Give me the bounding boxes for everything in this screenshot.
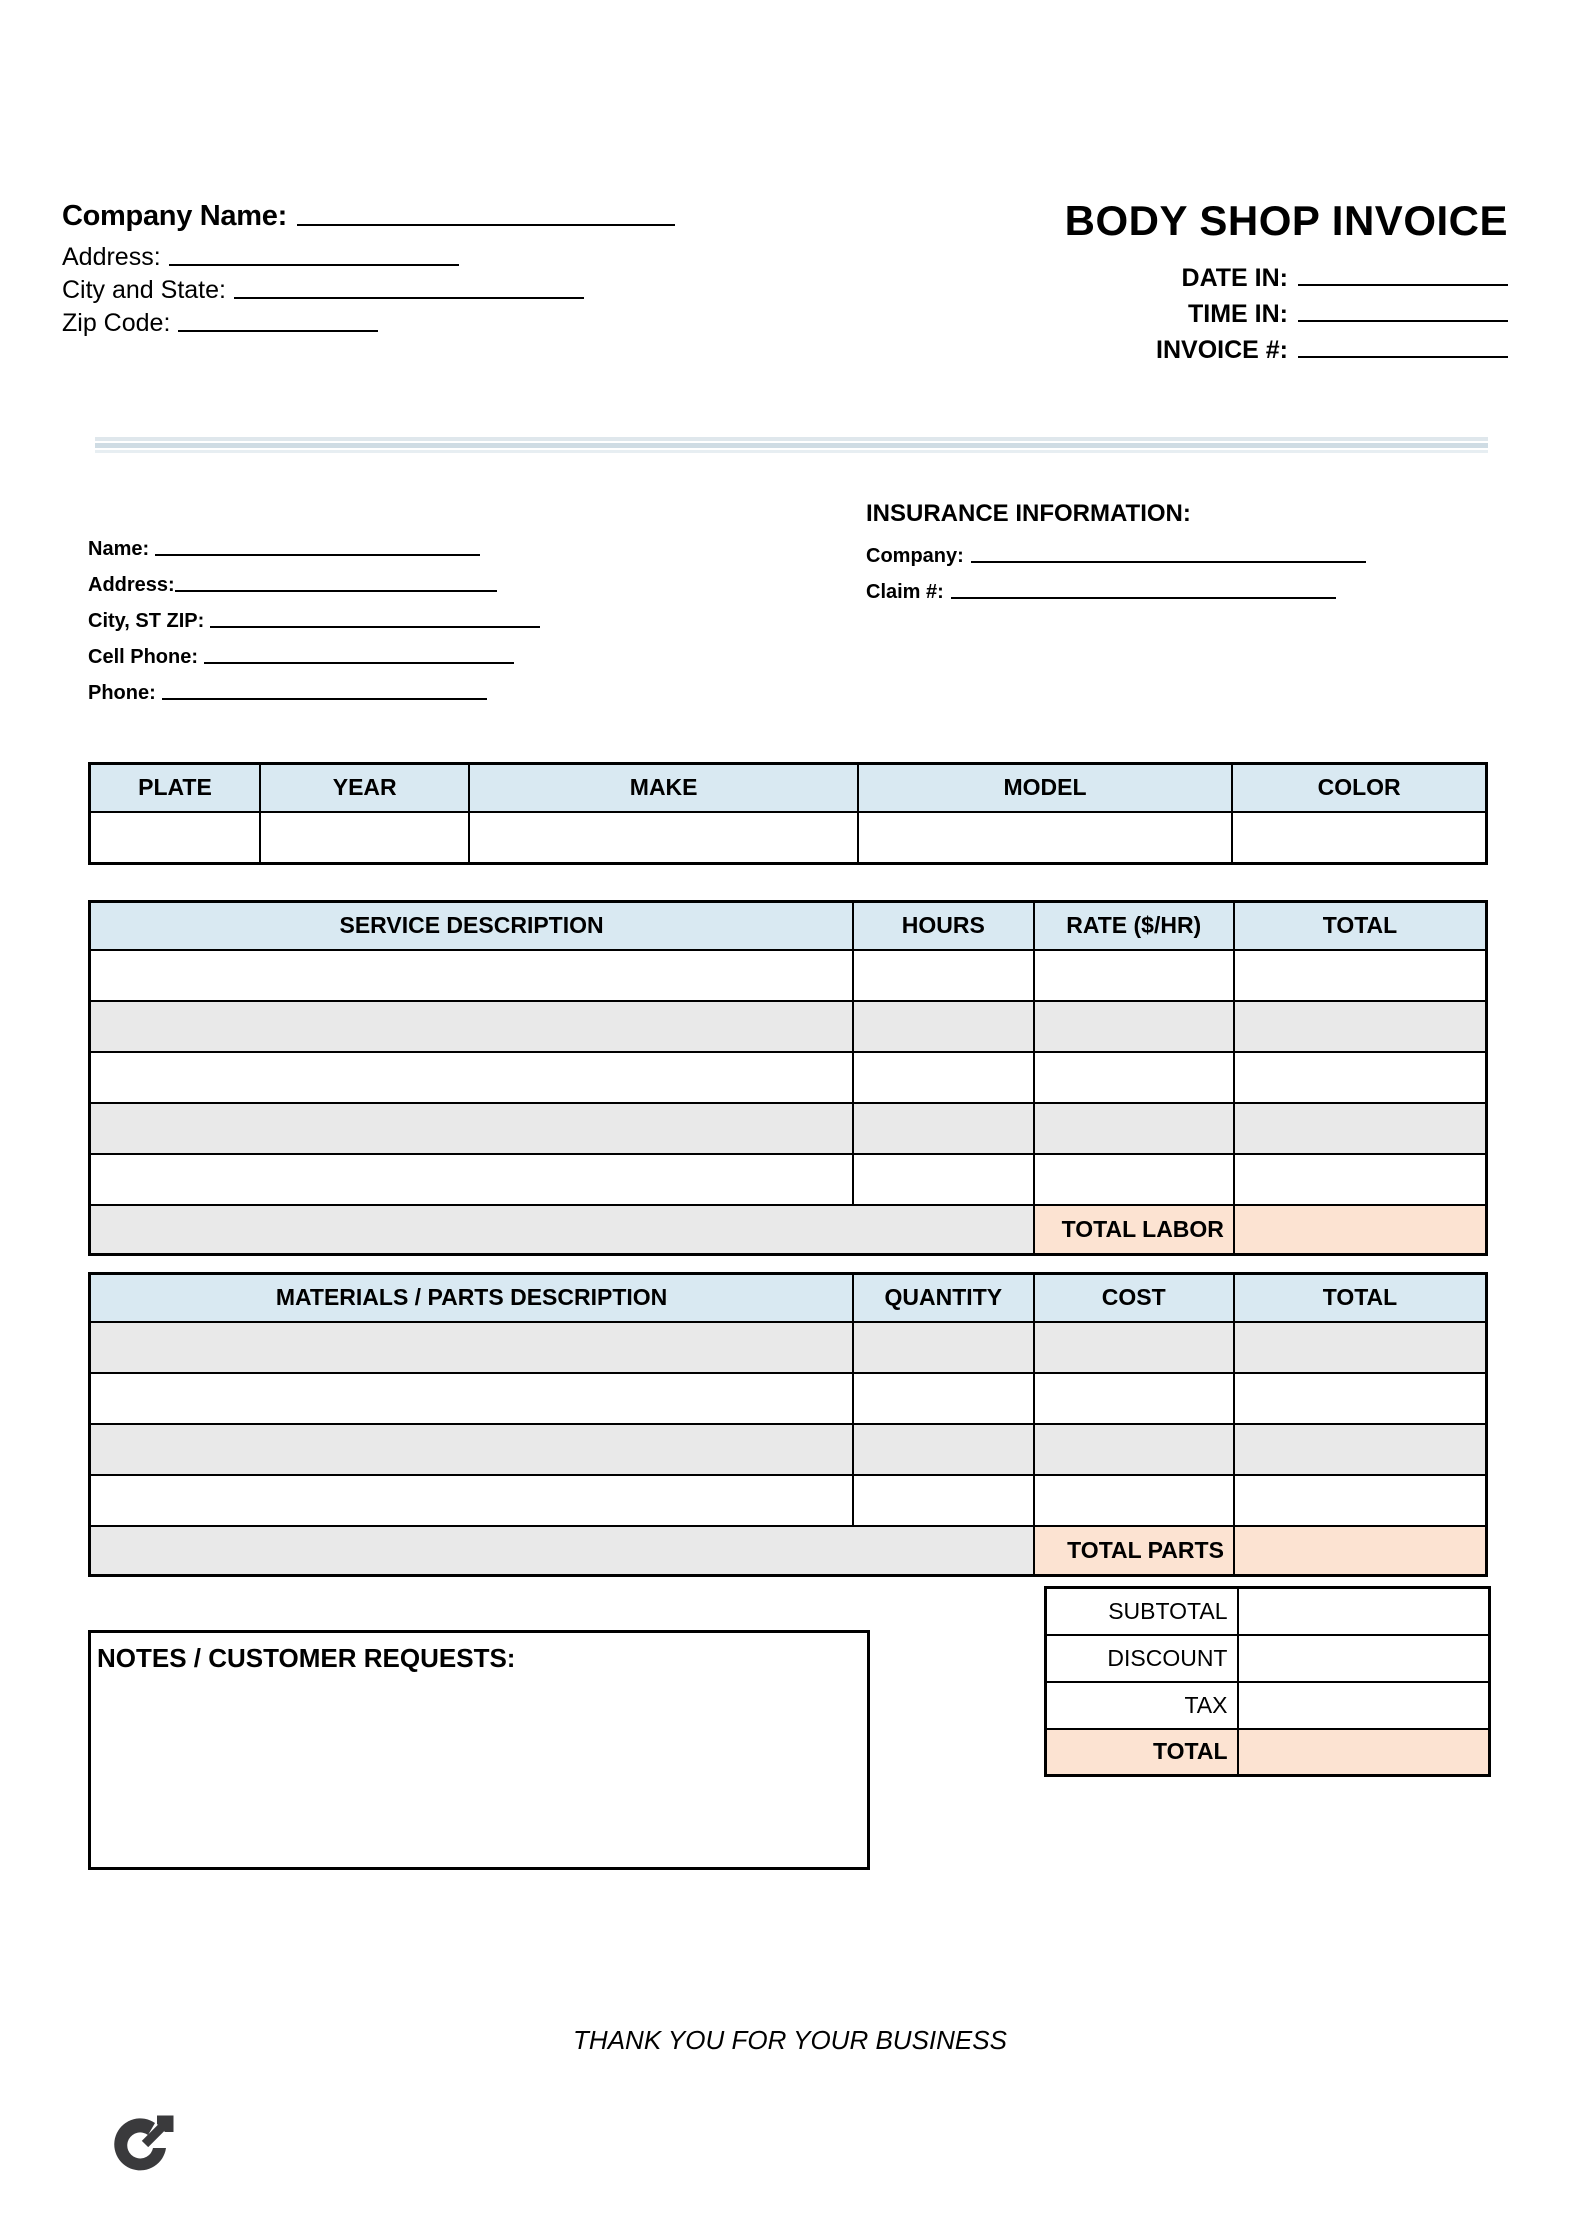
invoice-number-label: INVOICE #: [1156,336,1288,364]
vehicle-cell-year[interactable] [260,812,470,864]
service-table-row [90,1103,1487,1154]
service-cell-total[interactable] [1234,950,1487,1001]
company-zip-label: Zip Code: [62,309,171,337]
materials-cell-quantity[interactable] [853,1424,1033,1475]
insurance-company-row [866,545,1506,568]
customer-city-st-zip-input[interactable] [210,626,540,628]
discount-value[interactable] [1238,1635,1490,1682]
materials-cell-description[interactable] [90,1475,854,1526]
service-cell-total[interactable] [1234,1154,1487,1205]
customer-address-row [88,574,728,597]
customer-phone-row [88,682,728,705]
service-cell-hours[interactable] [853,1001,1033,1052]
service-header-description: SERVICE DESCRIPTION [90,902,854,950]
materials-cell-quantity[interactable] [853,1373,1033,1424]
customer-info-block [88,538,728,718]
vehicle-table [88,762,1488,865]
date-in-input[interactable] [1298,284,1508,286]
insurance-company-input[interactable] [971,561,1366,563]
vehicle-cell-model[interactable] [858,812,1232,864]
materials-table-row [90,1373,1487,1424]
discount-label: DISCOUNT [1046,1635,1238,1682]
tax-label: TAX [1046,1682,1238,1729]
materials-cell-total[interactable] [1234,1475,1487,1526]
materials-cell-total[interactable] [1234,1373,1487,1424]
service-cell-description[interactable] [90,950,854,1001]
grand-total-value[interactable] [1238,1729,1490,1776]
divider-stripe-bottom [95,450,1488,453]
customer-address-label: Address: [88,574,175,596]
vehicle-cell-make[interactable] [469,812,857,864]
service-cell-rate[interactable] [1034,1001,1234,1052]
materials-table-row [90,1322,1487,1373]
service-table-row [90,1001,1487,1052]
materials-header-total: TOTAL [1234,1274,1487,1322]
customer-cell-phone-label: Cell Phone: [88,646,199,668]
tax-value[interactable] [1238,1682,1490,1729]
customer-phone-label: Phone: [88,682,156,704]
vehicle-table-header-row [90,764,1487,812]
total-labor-value[interactable] [1234,1205,1487,1255]
materials-cell-description[interactable] [90,1424,854,1475]
circular-arrow-logo-icon [105,2110,179,2184]
title-meta-block [1064,197,1508,372]
service-cell-rate[interactable] [1034,950,1234,1001]
customer-phone-input[interactable] [162,698,487,700]
customer-name-label: Name: [88,538,150,560]
service-cell-total[interactable] [1234,1001,1487,1052]
materials-header-quantity: QUANTITY [853,1274,1033,1322]
materials-table-row [90,1475,1487,1526]
vehicle-header-year: YEAR [260,764,470,812]
materials-table-header-row [90,1274,1487,1322]
materials-cell-quantity[interactable] [853,1322,1033,1373]
divider-stripe-top [95,437,1488,441]
service-cell-hours[interactable] [853,1154,1033,1205]
insurance-section-title: INSURANCE INFORMATION: [866,500,1191,527]
materials-cell-cost[interactable] [1034,1424,1234,1475]
divider-stripe-mid [95,443,1488,448]
grand-total-label: TOTAL [1046,1729,1238,1776]
subtotal-row [1046,1588,1490,1635]
company-city-state-row [62,276,822,305]
service-cell-description[interactable] [90,1001,854,1052]
total-labor-label: TOTAL LABOR [1034,1205,1234,1255]
company-name-label: Company Name: [62,200,287,232]
total-parts-label: TOTAL PARTS [1034,1526,1234,1576]
subtotal-label: SUBTOTAL [1046,1588,1238,1635]
service-cell-rate[interactable] [1034,1052,1234,1103]
service-header-hours: HOURS [853,902,1033,950]
total-labor-filler [90,1205,1034,1255]
service-table-row [90,1052,1487,1103]
materials-cell-cost[interactable] [1034,1475,1234,1526]
tax-row [1046,1682,1490,1729]
materials-table-row [90,1424,1487,1475]
total-parts-filler [90,1526,1034,1576]
vehicle-table-row [90,812,1487,864]
materials-header-cost: COST [1034,1274,1234,1322]
customer-address-input[interactable] [175,590,497,592]
time-in-label: TIME IN: [1188,300,1288,328]
vehicle-cell-plate[interactable] [90,812,260,864]
service-cell-hours[interactable] [853,1103,1033,1154]
footer-thank-you: THANK YOU FOR YOUR BUSINESS [573,2025,1007,2055]
company-zip-input[interactable] [178,330,378,332]
subtotal-value[interactable] [1238,1588,1490,1635]
company-address-label: Address: [62,243,161,271]
time-in-input[interactable] [1298,320,1508,322]
company-city-state-input[interactable] [234,297,584,299]
materials-table [88,1272,1488,1577]
service-table-row [90,1154,1487,1205]
customer-city-st-zip-row [88,610,728,633]
vehicle-header-plate: PLATE [90,764,260,812]
vehicle-header-make: MAKE [469,764,857,812]
insurance-company-label: Company: [866,545,964,567]
service-header-total: TOTAL [1234,902,1487,950]
materials-header-description: MATERIALS / PARTS DESCRIPTION [90,1274,854,1322]
materials-cell-cost[interactable] [1034,1373,1234,1424]
company-zip-row [62,309,822,338]
company-info-block [62,200,822,342]
grand-total-row [1046,1729,1490,1776]
date-in-row [1065,264,1508,293]
invoice-header [0,197,1580,410]
date-in-label: DATE IN: [1181,264,1288,292]
service-cell-hours[interactable] [853,950,1033,1001]
customer-cell-phone-input[interactable] [204,662,514,664]
service-table-row [90,950,1487,1001]
insurance-claim-row [866,581,1506,604]
vehicle-header-color: COLOR [1232,764,1486,812]
insurance-claim-input[interactable] [951,597,1336,599]
customer-name-input[interactable] [155,554,480,556]
company-address-row [62,243,822,272]
insurance-info-block [866,500,1506,617]
materials-cell-description[interactable] [90,1322,854,1373]
discount-row [1046,1635,1490,1682]
invoice-number-row [1065,336,1508,365]
insurance-claim-label: Claim #: [866,581,944,603]
company-name-row [62,200,822,233]
customer-name-row [88,538,728,561]
materials-cell-total[interactable] [1234,1322,1487,1373]
service-cell-rate[interactable] [1034,1154,1234,1205]
materials-cell-description[interactable] [90,1373,854,1424]
invoice-number-input[interactable] [1298,356,1508,358]
materials-cell-quantity[interactable] [853,1475,1033,1526]
total-parts-value[interactable] [1234,1526,1487,1576]
service-cell-total[interactable] [1234,1103,1487,1154]
notes-title: NOTES / CUSTOMER REQUESTS: [97,1643,516,1673]
service-table [88,900,1488,1256]
total-parts-row [90,1526,1487,1576]
customer-city-st-zip-label: City, ST ZIP: [88,610,205,632]
page-title: BODY SHOP INVOICE [1064,197,1508,244]
service-table-header-row [90,902,1487,950]
company-city-state-label: City and State: [62,276,226,304]
service-cell-description[interactable] [90,1103,854,1154]
notes-box[interactable] [88,1630,870,1870]
service-cell-total[interactable] [1234,1052,1487,1103]
service-cell-description[interactable] [90,1052,854,1103]
company-address-input[interactable] [169,264,459,266]
totals-table [1044,1586,1491,1777]
materials-cell-total[interactable] [1234,1424,1487,1475]
time-in-row [1065,300,1508,329]
materials-cell-cost[interactable] [1034,1322,1234,1373]
service-header-rate: RATE ($/HR) [1034,902,1234,950]
section-divider [95,437,1488,454]
service-cell-description[interactable] [90,1154,854,1205]
vehicle-header-model: MODEL [858,764,1232,812]
company-name-input[interactable] [297,224,675,226]
total-labor-row [90,1205,1487,1255]
customer-cell-phone-row [88,646,728,669]
vehicle-cell-color[interactable] [1232,812,1486,864]
service-cell-rate[interactable] [1034,1103,1234,1154]
service-cell-hours[interactable] [853,1052,1033,1103]
